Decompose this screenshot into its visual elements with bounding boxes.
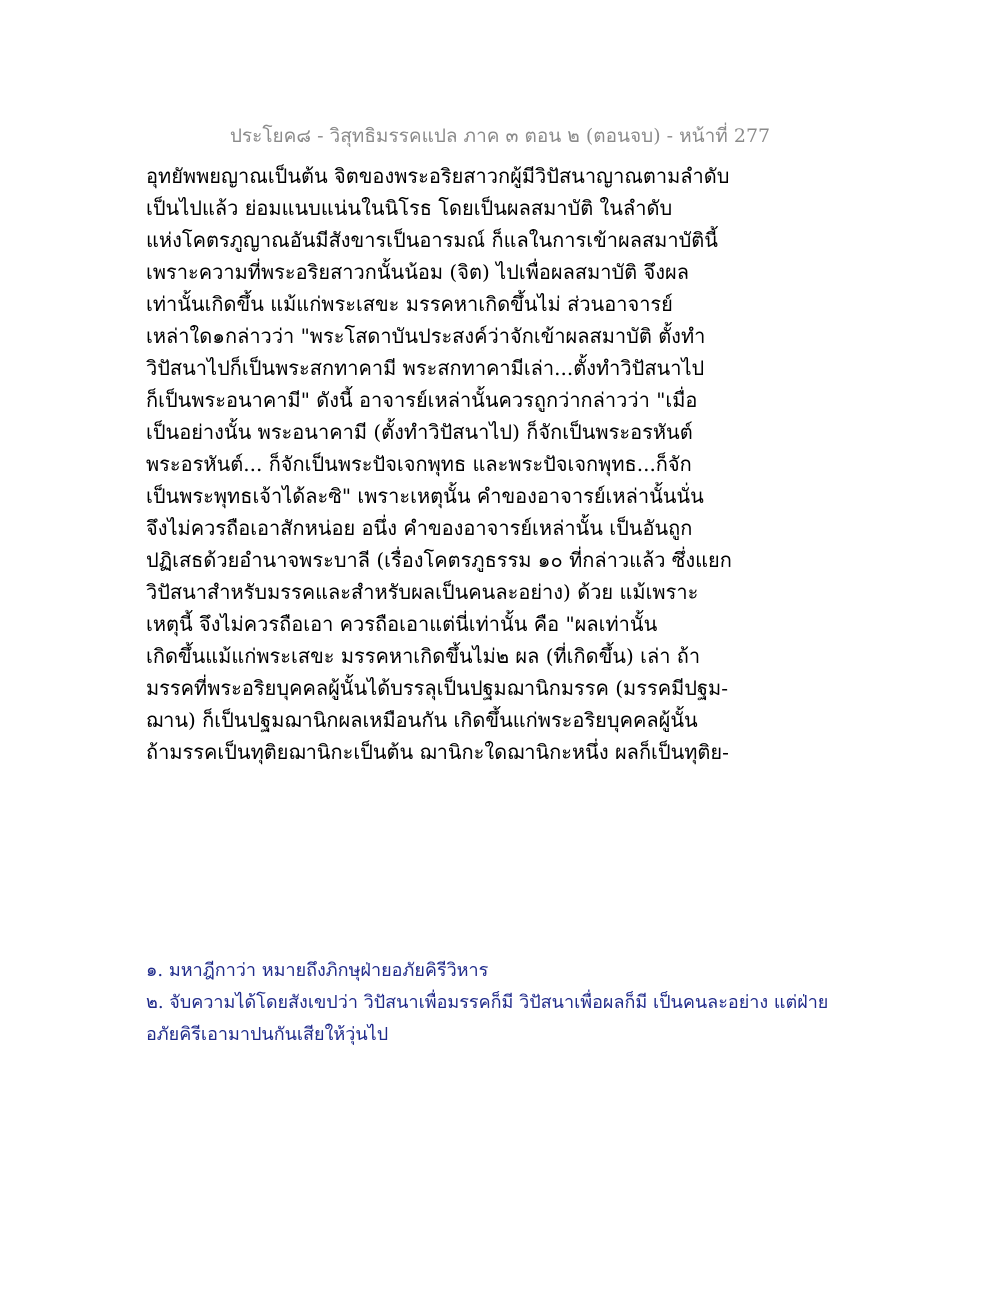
footnotes xyxy=(146,955,866,1051)
footnote-2: ๒. จับความได้โดยสังเขปว่า วิปัสนาเพื่อมรรคก็มี วิปัสนาเพื่อผลก็มี เป็นคนละอย่าง แต่ฝ่าย xyxy=(146,992,829,1013)
body-line: มรรคที่พระอริยบุคคลผู้นั้นได้บรรลุเป็นปฐมฌานิกมรรค (มรรคมีปฐม- xyxy=(146,676,728,700)
body-line: เป็นพระพุทธเจ้าได้ละซิ" เพราะเหตุนั้น คำของอาจารย์เหล่านั้นนั่น xyxy=(146,484,704,508)
body-line: พระอรหันต์... ก็จักเป็นพระปัจเจกพุทธ และพระปัจเจกพุทธ...ก็จัก xyxy=(146,452,692,476)
body-line: จึงไม่ควรถือเอาสักหน่อย อนึ่ง คำของอาจารย์เหล่านั้น เป็นอันถูก xyxy=(146,516,693,540)
body-line: เท่านั้นเกิดขึ้น แม้แก่พระเสขะ มรรคหาเกิดขึ้นไม่ ส่วนอาจารย์ xyxy=(146,292,673,316)
body-line: ก็เป็นพระอนาคามี" ดังนี้ อาจารย์เหล่านั้นควรถูกว่ากล่าวว่า "เมื่อ xyxy=(146,388,698,412)
footnote-1: ๑. มหาฎีกาว่า หมายถึงภิกษุฝ่ายอภัยคิรีวิหาร xyxy=(146,960,489,981)
body-line: เหตุนี้ จึงไม่ควรถือเอา ควรถือเอาแต่นี่เท่านั้น คือ "ผลเท่านั้น xyxy=(146,612,658,636)
body-line: ปฏิเสธด้วยอำนาจพระบาลี (เรื่องโคตรภูธรรม ๑๐ ที่กล่าวแล้ว ซึ่งแยก xyxy=(146,548,732,572)
body-line: แห่งโคตรภูญาณอันมีสังขารเป็นอารมณ์ ก็แลในการเข้าผลสมาบัตินี้ xyxy=(146,228,718,252)
body-line: อุทยัพพยญาณเป็นต้น จิตของพระอริยสาวกผู้มีวิปัสนาญาณตามลำดับ xyxy=(146,164,730,188)
footnote-2-continued: อภัยคิรีเอามาปนกันเสียให้วุ่นไป xyxy=(146,1024,389,1045)
body-line: เป็นไปแล้ว ย่อมแนบแน่นในนิโรธ โดยเป็นผลสมาบัติ ในลำดับ xyxy=(146,196,673,220)
body-line: ถ้ามรรคเป็นทุติยฌานิกะเป็นต้น ฌานิกะใดฌานิกะหนึ่ง ผลก็เป็นทุติย- xyxy=(146,740,729,764)
body-line: เหล่าใด๑กล่าวว่า "พระโสดาบันประสงค์ว่าจักเข้าผลสมาบัติ ตั้งทำ xyxy=(146,324,706,348)
body-line: ฌาน) ก็เป็นปฐมฌานิกผลเหมือนกัน เกิดขึ้นแก่พระอริยบุคคลผู้นั้น xyxy=(146,708,698,732)
body-line: เป็นอย่างนั้น พระอนาคามี (ตั้งทำวิปัสนาไป) ก็จักเป็นพระอรหันต์ xyxy=(146,420,693,444)
body-text xyxy=(146,160,866,768)
body-line: วิปัสนาไปก็เป็นพระสกทาคามี พระสกทาคามีเล่า...ตั้งทำวิปัสนาไป xyxy=(146,356,705,380)
page-header: ประโยค๘ - วิสุทธิมรรคแปล ภาค ๓ ตอน ๒ (ตอนจบ) - หน้าที่ 277 xyxy=(229,125,771,147)
body-line: เกิดขึ้นแม้แก่พระเสขะ มรรคหาเกิดขึ้นไม่๒ ผล (ที่เกิดขึ้น) เล่า ถ้า xyxy=(146,644,701,668)
body-line: วิปัสนาสำหรับมรรคและสำหรับผลเป็นคนละอย่าง) ด้วย แม้เพราะ xyxy=(146,580,699,604)
body-line: เพราะความที่พระอริยสาวกนั้นน้อม (จิต) ไปเพื่อผลสมาบัติ จึงผล xyxy=(146,260,689,284)
